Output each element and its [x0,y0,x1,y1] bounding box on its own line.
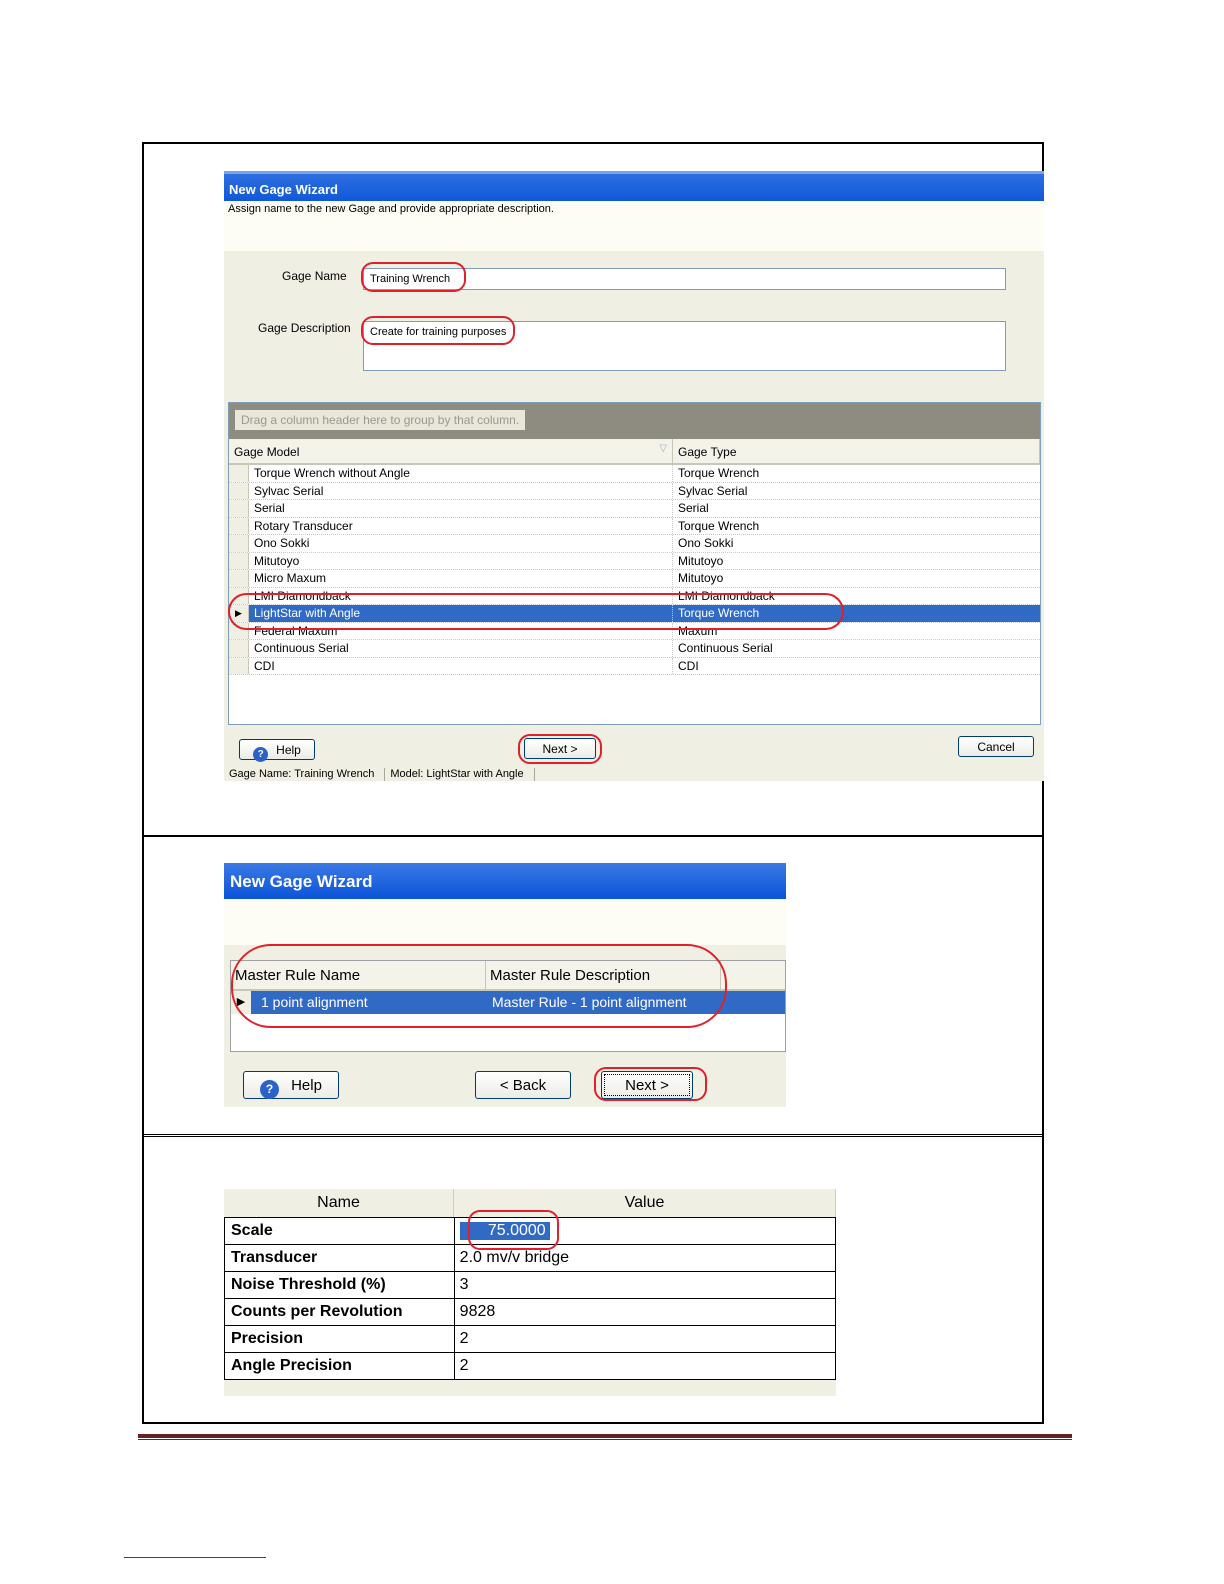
property-row[interactable] [225,1218,836,1245]
gage-type-cell: LMI Diamondback [678,588,775,603]
table-row[interactable] [229,640,1040,658]
table-row[interactable] [229,500,1040,518]
gage-model-grid [228,402,1041,725]
gage-name-label: Gage Name [282,269,347,283]
table-row[interactable] [229,518,1040,536]
row-selector[interactable] [229,623,249,640]
wizard-header-area [224,899,786,945]
gage-type-cell: Torque Wrench [678,466,760,480]
property-row[interactable] [225,1299,836,1326]
row-selector[interactable] [229,483,249,500]
cancel-button[interactable]: Cancel [958,736,1034,757]
gage-model-cell: Ono Sokki [249,535,673,552]
gage-type-cell: Maxum [678,623,718,638]
status-model: Model: LightStar with Angle [385,768,534,781]
property-value-cell[interactable] [454,1245,835,1272]
row-selector[interactable] [229,570,249,587]
gage-type-cell: Torque Wrench [678,518,760,533]
back-button[interactable]: < Back [475,1071,571,1099]
wizard-subtitle: Assign name to the new Gage and provide appropriate description. [228,203,554,215]
row-selector[interactable] [229,518,249,535]
property-name-cell: Scale [225,1218,455,1245]
row-selector[interactable] [229,588,249,605]
gage-model-cell: LMI Diamondback [249,588,673,605]
gage-description-label: Gage Description [258,321,351,335]
gage-type-cell: Serial [678,501,709,515]
column-header-label: Gage Model [234,445,300,459]
property-name-cell: Transducer [225,1245,455,1272]
help-icon: ? [260,1080,279,1099]
column-header-label: Gage Type [678,445,737,459]
row-selector[interactable] [229,658,249,675]
section-divider [144,835,1042,837]
property-value-cell[interactable] [454,1218,835,1245]
gage-model-cell: LightStar with Angle [249,605,673,622]
help-button[interactable] [243,1071,339,1099]
column-header-value[interactable]: Value [454,1189,836,1217]
property-name-cell: Counts per Revolution [225,1299,455,1326]
property-value-cell[interactable] [454,1353,835,1380]
master-rule-name-cell: 1 point alignment [251,991,486,1014]
master-rule-description-cell: Master Rule - 1 point alignment [486,991,785,1014]
help-button-label: Help [276,743,301,757]
filter-icon[interactable]: ▽ [659,443,667,454]
footer-link-underline [124,1557,266,1558]
gage-type-cell: Mitutoyo [678,571,724,585]
gage-model-cell: Continuous Serial [249,640,673,657]
property-name-cell: Angle Precision [225,1353,455,1380]
properties-table [224,1217,836,1380]
gage-properties-grid [224,1189,836,1396]
gage-model-cell: Mitutoyo [249,553,673,570]
gage-type-cell: CDI [678,658,699,673]
help-button[interactable] [239,739,315,760]
property-row[interactable] [225,1272,836,1299]
gage-type-cell: Torque Wrench [673,605,1040,622]
table-row[interactable] [231,991,785,1014]
table-row[interactable] [229,553,1040,571]
gage-name-input[interactable]: Training Wrench [363,268,1006,290]
status-bar [224,768,1044,781]
row-selector[interactable] [229,465,249,482]
property-value: 2 [459,1330,469,1347]
property-value: 2.0 mv/v bridge [459,1249,570,1266]
new-gage-wizard-master-rule [224,863,786,1107]
grid-header [231,961,785,991]
table-row[interactable] [229,588,1040,606]
master-rule-grid [230,960,786,1052]
help-icon: ? [253,747,268,762]
table-row[interactable] [229,623,1040,641]
column-header-master-rule-name[interactable]: Master Rule Name [231,961,486,989]
table-row[interactable] [229,605,1040,623]
property-value-cell[interactable] [454,1326,835,1353]
property-value-cell[interactable] [454,1272,835,1299]
gage-model-cell: Federal Maxum [249,623,673,640]
property-value: 3 [459,1276,469,1293]
gage-type-cell: Ono Sokki [678,536,734,550]
gage-model-cell: Sylvac Serial [249,483,673,500]
gage-model-cell: Rotary Transducer [249,518,673,535]
property-row[interactable] [225,1353,836,1380]
help-button-label: Help [291,1077,322,1094]
gage-description-input[interactable]: Create for training purposes [363,321,1006,371]
grid-header [229,439,1040,465]
window-title: New Gage Wizard [224,863,786,899]
grid-rows [229,465,1040,675]
gage-type-cell: Continuous Serial [678,641,773,655]
property-name-cell: Noise Threshold (%) [225,1272,455,1299]
row-selector[interactable] [229,500,249,517]
gage-model-cell: Serial [249,500,673,517]
gage-type-cell: Sylvac Serial [678,483,748,498]
grid-header [224,1189,836,1217]
status-gage-name: Gage Name: Training Wrench [224,768,385,781]
property-value: 9828 [459,1303,496,1320]
gage-model-cell: Micro Maxum [249,570,673,587]
group-by-band[interactable] [229,403,1040,439]
new-gage-wizard-step1 [224,171,1044,781]
column-header-gage-model[interactable] [229,439,673,463]
table-row[interactable] [229,658,1040,676]
group-by-hint: Drag a column header here to group by that column. [235,410,525,430]
column-header-name[interactable]: Name [224,1189,454,1217]
property-value: 2 [459,1357,469,1374]
window-title: New Gage Wizard [224,171,1044,205]
table-row[interactable] [229,570,1040,588]
row-selector[interactable] [229,553,249,570]
property-value-cell[interactable] [454,1299,835,1326]
row-selector-arrow-icon: ▶ [231,991,251,1014]
row-selector-arrow-icon[interactable]: ▶ [229,605,249,622]
next-button[interactable]: Next > [601,1071,693,1099]
table-row[interactable] [229,483,1040,501]
row-selector[interactable] [229,535,249,552]
property-value: 75.0000 [460,1222,550,1240]
gage-type-cell: Mitutoyo [678,553,724,568]
column-header-master-rule-description[interactable]: Master Rule Description [486,961,721,989]
property-row[interactable] [225,1245,836,1272]
section-divider [144,1134,1042,1137]
row-selector[interactable] [229,640,249,657]
table-row[interactable] [229,535,1040,553]
column-header-gage-type[interactable] [673,439,1040,463]
next-button[interactable]: Next > [524,738,596,759]
gage-model-cell: Torque Wrench without Angle [249,465,673,482]
property-name-cell: Precision [225,1326,455,1353]
property-row[interactable] [225,1326,836,1353]
footer-rule [138,1439,1072,1440]
gage-model-cell: CDI [249,658,673,675]
footer-rule [138,1434,1072,1438]
table-row[interactable] [229,465,1040,483]
